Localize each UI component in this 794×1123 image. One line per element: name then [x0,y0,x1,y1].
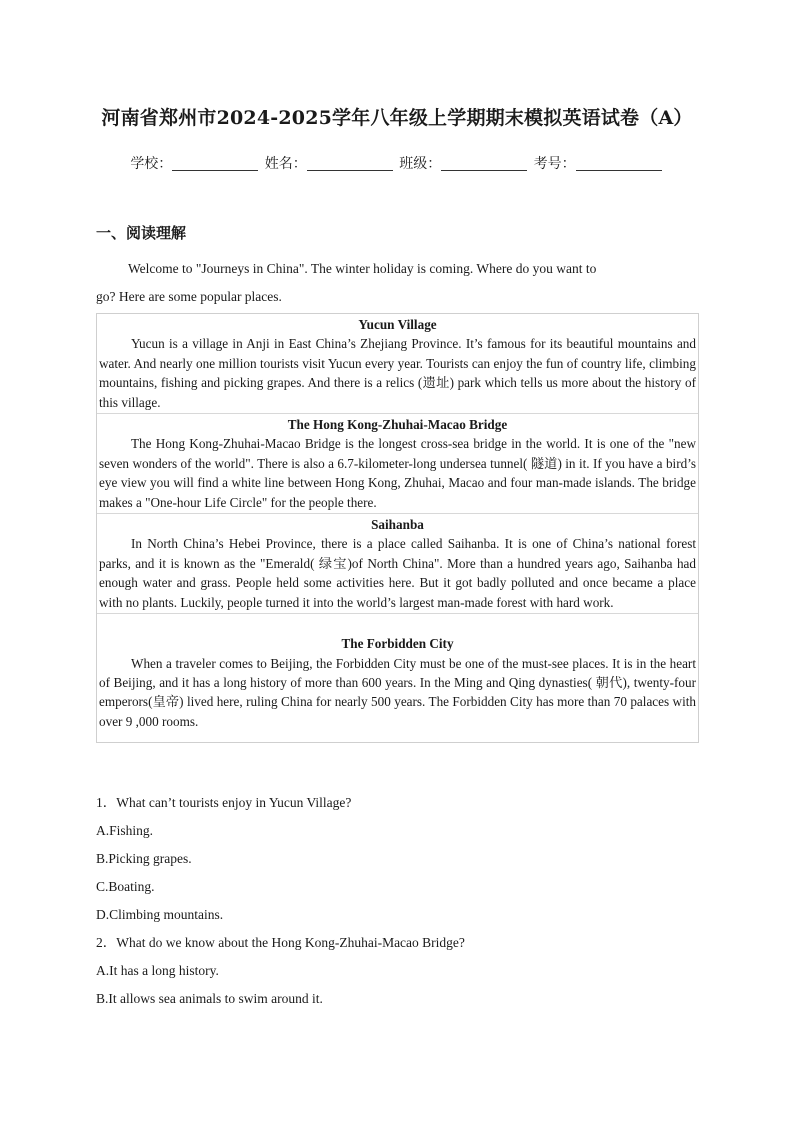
exam-number-label: 考号： [533,156,576,172]
option-2a[interactable]: A.It has a long history. [96,963,219,978]
school-label: 学校： [130,156,173,172]
question-2: 2．What do we know about the Hong Kong-Zhuhai-Macao Bridge? [96,935,465,950]
passage-yucun [97,314,698,414]
section-heading: 一、阅读理解 [96,224,187,242]
passage-forbidden-city [97,614,698,742]
passage-text: In North China’s Hebei Province, there is a place called Saihanba. It is one of China’s national forest parks, and it is known as the "Emerald( 绿宝)of North China". More than a hundred years ago, Saihanba had enough water and grass. People held some activities here. But it got badly polluted and once became a place with no plants. Luckily, people turned it into the world’s largest man-made forest with hard work. [99,536,696,610]
option-1d[interactable]: D.Climbing mountains. [96,907,224,922]
intro-line-2: go? Here are some popular places. [96,289,282,304]
intro-line-1: Welcome to "Journeys in China". The winter holiday is coming. Where do you want to [128,261,597,276]
name-label: 姓名： [264,156,307,172]
name-blank[interactable] [307,156,393,171]
class-label: 班级： [399,156,442,172]
question-list [96,793,696,1017]
reading-intro [96,255,696,311]
school-blank[interactable] [172,156,258,171]
passage-title: The Forbidden City [341,636,454,652]
exam-number-blank[interactable] [576,156,662,171]
passage-saihanba [97,514,698,614]
passage-title: Yucun Village [358,317,437,332]
passage-bridge [97,414,698,514]
option-1b[interactable]: B.Picking grapes. [96,851,192,866]
option-1a[interactable]: A.Fishing. [96,823,154,838]
passage-text: When a traveler comes to Beijing, the Forbidden City must be one of the must-see places. It is in the heart of Beijing, and it has a long history of more than 600 years. In the Ming and Qing dynasties( 朝代), twenty-four emperors(皇帝) lived here, ruling China for nearly 500 years. The Forbidden City has more than 70 palaces with over 9 ,000 rooms. [99,655,696,729]
passage-text: The Hong Kong-Zhuhai-Macao Bridge is the longest cross-sea bridge in the world. It is one of the "new seven wonders of the world". There is also a 6.7-kilometer-long undersea tunnel( 隧道) in it. If you have a bird’s eye view you will find a white line between Hong Kong, Zhuhai, Macao and four man-made islands. The bridge makes a "One-hour Life Circle" for the people there. [99,436,696,510]
passage-title: The Hong Kong-Zhuhai-Macao Bridge [287,417,508,433]
student-info-line [0,153,794,173]
passage-text: Yucun is a village in Anji in East China’s Zhejiang Province. It’s famous for its beautiful mountains and water. And nearly one million tourists visit Yucun every year. Tourists can enjoy the fun of country life, climbing mountains, fishing and picking grapes. And there is a relics (遗址) park which tells us more about the history of this village. [99,336,696,410]
question-1: 1．What can’t tourists enjoy in Yucun Village? [96,795,352,810]
option-2b[interactable]: B.It allows sea animals to swim around it. [96,991,323,1006]
class-blank[interactable] [441,156,527,171]
passages-table [96,313,699,743]
exam-title: 河南省郑州市2024-2025学年八年级上学期期末模拟英语试卷（A） [101,107,693,129]
option-1c[interactable]: C.Boating. [96,879,155,894]
passage-title: Saihanba [371,517,424,533]
